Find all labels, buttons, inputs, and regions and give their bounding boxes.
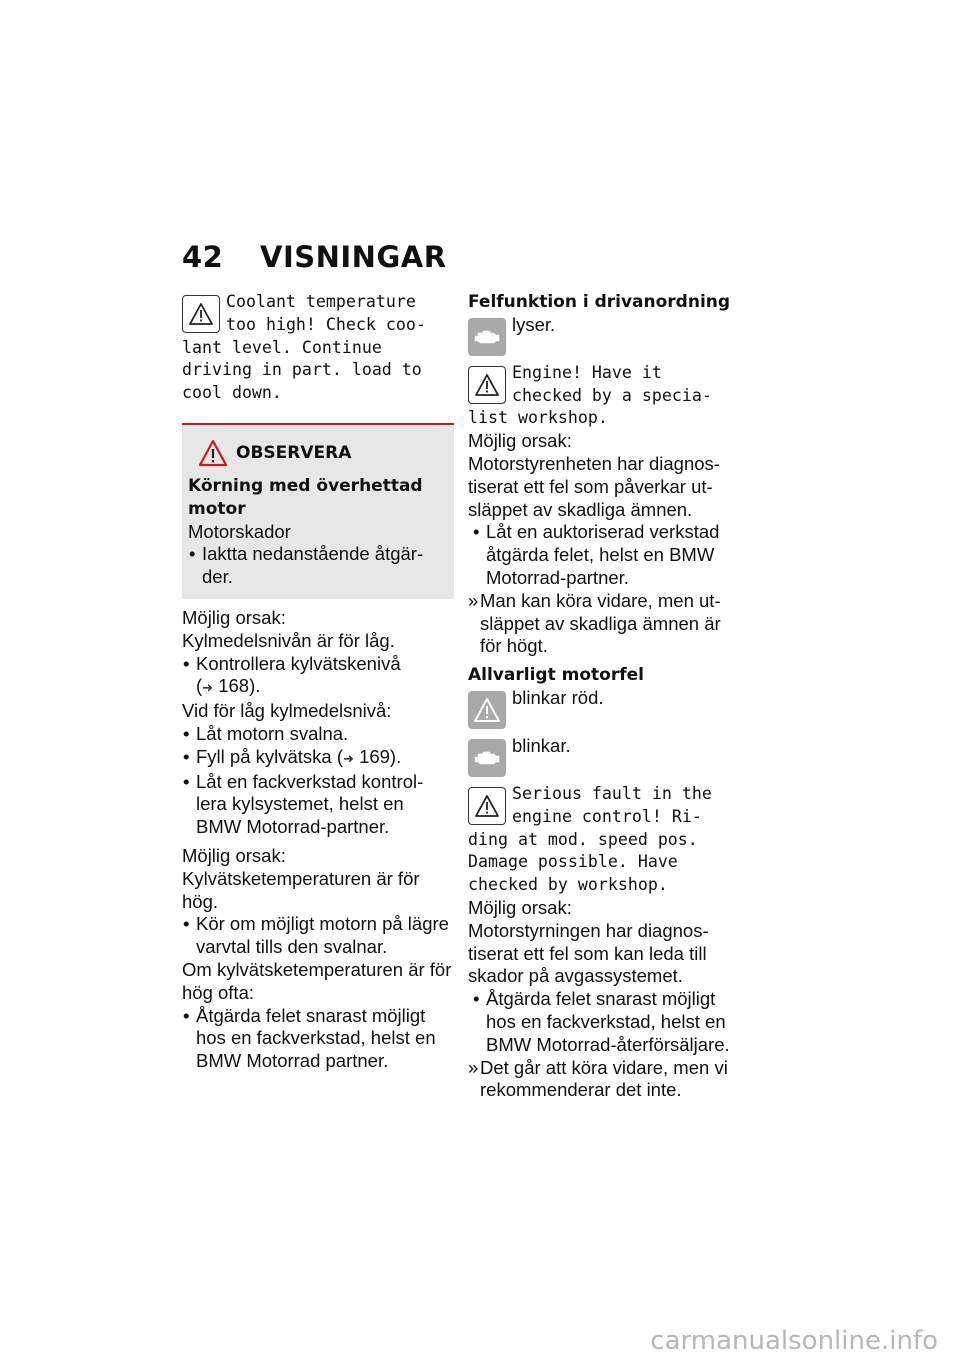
message-text: checked by a specia-list workshop.	[468, 385, 712, 428]
message-first-line: Engine! Have it	[512, 362, 662, 382]
indicator-row	[468, 314, 740, 356]
message-first-line: Serious fault in the	[512, 783, 712, 803]
page-number: 42	[182, 240, 224, 274]
cause-text: Kylmedelsnivån är för låg.	[182, 629, 395, 651]
cause-text: Kylvätsketemperaturen är för hög.	[182, 867, 420, 912]
list-item: • Åtgärda felet snarast möjligt hos en fackverkstad, helst en BMW Motorrad partner.	[182, 1005, 452, 1073]
notice-box	[182, 423, 454, 599]
notice-instruction: • Iaktta nedanstående åtgär-der.	[188, 543, 450, 589]
indicator-text: blinkar.	[512, 734, 571, 756]
right-column	[468, 291, 740, 1102]
left-column	[182, 291, 452, 1073]
notice-title: OBSERVERA	[236, 442, 352, 463]
indicator-text: blinkar röd.	[512, 686, 604, 708]
engine-check-icon	[468, 739, 506, 777]
list-item: • Kontrollera kylvätskenivå (➜ 168).	[182, 653, 452, 701]
result-item: » Man kan köra vidare, men ut-släppet av skadliga ämnen är för högt.	[468, 590, 740, 658]
warning-triangle-icon	[468, 691, 506, 729]
section-title: Felfunktion i drivanordning	[468, 292, 731, 312]
section-title: Allvarligt motorfel	[468, 665, 644, 686]
list-item: • Låt en fackverkstad kontrol-lera kylsystemet, helst en BMW Motorrad-partner.	[182, 771, 452, 839]
cause-text: Motorstyrenheten har diagnos-tiserat ett fel som påverkar ut-släppet av skadliga ämnen.	[468, 452, 720, 520]
cause-label: Möjlig orsak:	[468, 896, 572, 918]
list-item: • Låt en auktoriserad verkstad åtgärda felet, helst en BMW Motorrad-partner.	[468, 521, 740, 589]
indicator-row	[468, 687, 740, 729]
page-title: VISNINGAR	[260, 240, 447, 274]
engine-message	[468, 783, 740, 897]
caution-triangle-icon	[198, 439, 228, 467]
message-text: engine control! Ri-ding at mod. speed pos. Damage possible. Have checked by workshop.	[468, 806, 702, 895]
list-item: • Kör om möjligt motorn på lägre varvtal tills den svalnar.	[182, 913, 452, 959]
arrow-right-icon: ➜	[202, 680, 214, 696]
cause-label: Möjlig orsak:	[182, 606, 286, 628]
warning-triangle-icon	[468, 366, 506, 404]
indicator-row	[468, 735, 740, 777]
list-item: • Åtgärda felet snarast möjligt hos en fackverkstad, helst en BMW Motorrad-återförsäljare.	[468, 988, 740, 1056]
page-header	[182, 240, 447, 274]
warning-triangle-icon	[468, 787, 506, 825]
condition-text: Om kylvätsketemperaturen är för hög ofta:	[182, 958, 452, 1003]
warning-message-text: too high! Check coo-lant level. Continue driving in part. load to cool down.	[182, 314, 426, 403]
warning-triangle-icon	[182, 295, 220, 333]
cause-text: Motorstyrningen har diagnos-tiserat ett fel som kan leda till skador på avgassystemet.	[468, 919, 709, 987]
cause-label: Möjlig orsak:	[468, 430, 572, 452]
condition-text: Vid för låg kylmedelsnivå:	[182, 700, 392, 722]
notice-consequence: Motorskador	[188, 520, 291, 542]
indicator-text: lyser.	[512, 313, 556, 335]
result-item: » Det går att köra vidare, men vi rekommenderar det inte.	[468, 1057, 740, 1103]
engine-check-icon	[468, 318, 506, 356]
watermark: carmanualsonline.info	[650, 1326, 938, 1356]
warning-message-first-line: Coolant temperature	[226, 292, 416, 311]
list-item: • Fyll på kylvätska (➜ 169).	[182, 746, 452, 771]
cause-label: Möjlig orsak:	[182, 844, 286, 866]
arrow-right-icon: ➜	[343, 750, 354, 766]
notice-subtitle: Körning med överhettad motor	[188, 475, 423, 519]
engine-message	[468, 362, 740, 430]
coolant-warning-message	[182, 291, 452, 405]
list-item: • Låt motorn svalna.	[182, 723, 452, 746]
